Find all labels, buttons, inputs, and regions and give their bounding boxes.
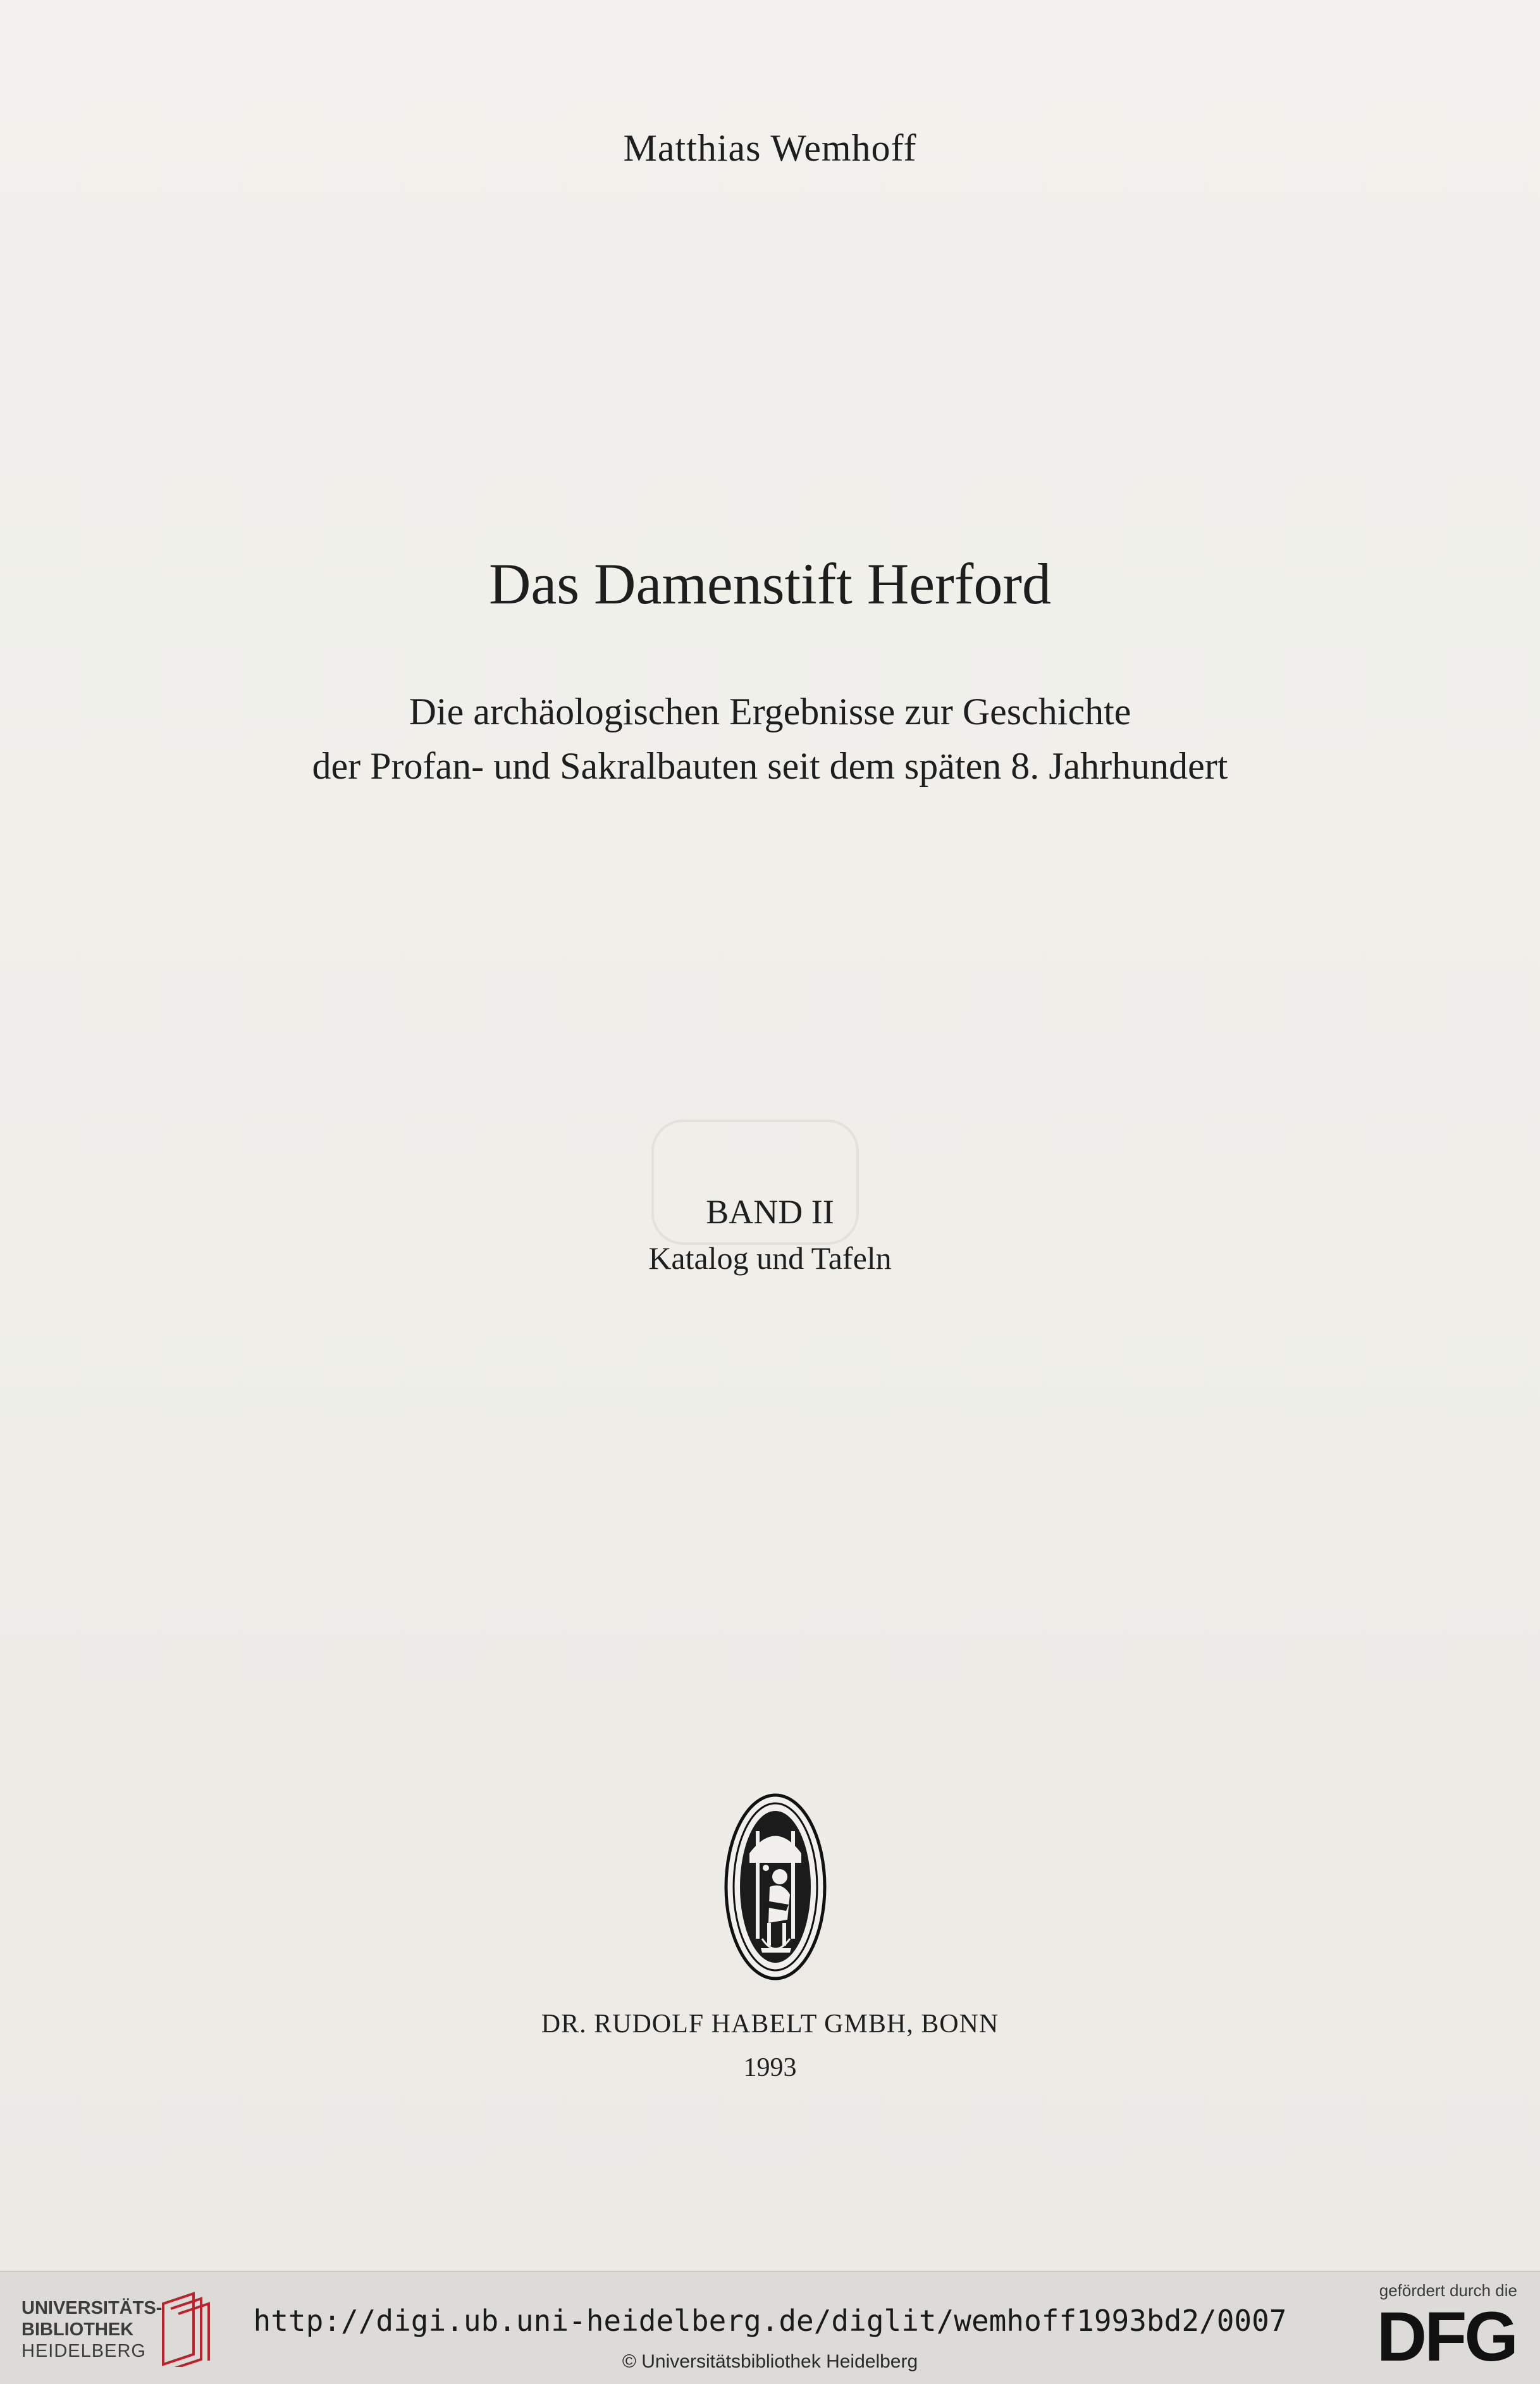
publication-year: 1993 xyxy=(743,2053,797,2082)
subtitle-line-1: Die archäologischen Ergebnisse zur Geschichte xyxy=(409,691,1131,732)
library-line-1: UNIVERSITÄTS- xyxy=(22,2298,163,2318)
permalink-url[interactable]: http://digi.ub.uni-heidelberg.de/diglit/wemhoff1993bd2/0007 xyxy=(253,2304,1287,2338)
copyright-notice: © Universitätsbibliothek Heidelberg xyxy=(622,2351,918,2372)
footer-bar xyxy=(0,2271,1540,2384)
book-title: Das Damenstift Herford xyxy=(488,552,1052,616)
publisher-name: DR. RUDOLF HABELT GMBH, BONN xyxy=(541,2010,999,2039)
library-line-3: HEIDELBERG xyxy=(22,2341,146,2361)
dfg-logo-icon[interactable]: DFG xyxy=(1376,2298,1516,2376)
volume-subtitle: Katalog und Tafeln xyxy=(648,1240,892,1276)
volume-label: BAND II xyxy=(706,1193,834,1231)
funding-note: gefördert durch die xyxy=(1379,2281,1517,2300)
book-subtitle xyxy=(0,684,1540,793)
library-line-2: BIBLIOTHEK xyxy=(22,2319,134,2340)
subtitle-line-2: der Profan- und Sakralbauten seit dem späten 8. Jahrhundert xyxy=(312,745,1228,787)
habelt-oval-emblem-icon xyxy=(724,1793,827,1980)
author-name: Matthias Wemhoff xyxy=(623,127,917,169)
